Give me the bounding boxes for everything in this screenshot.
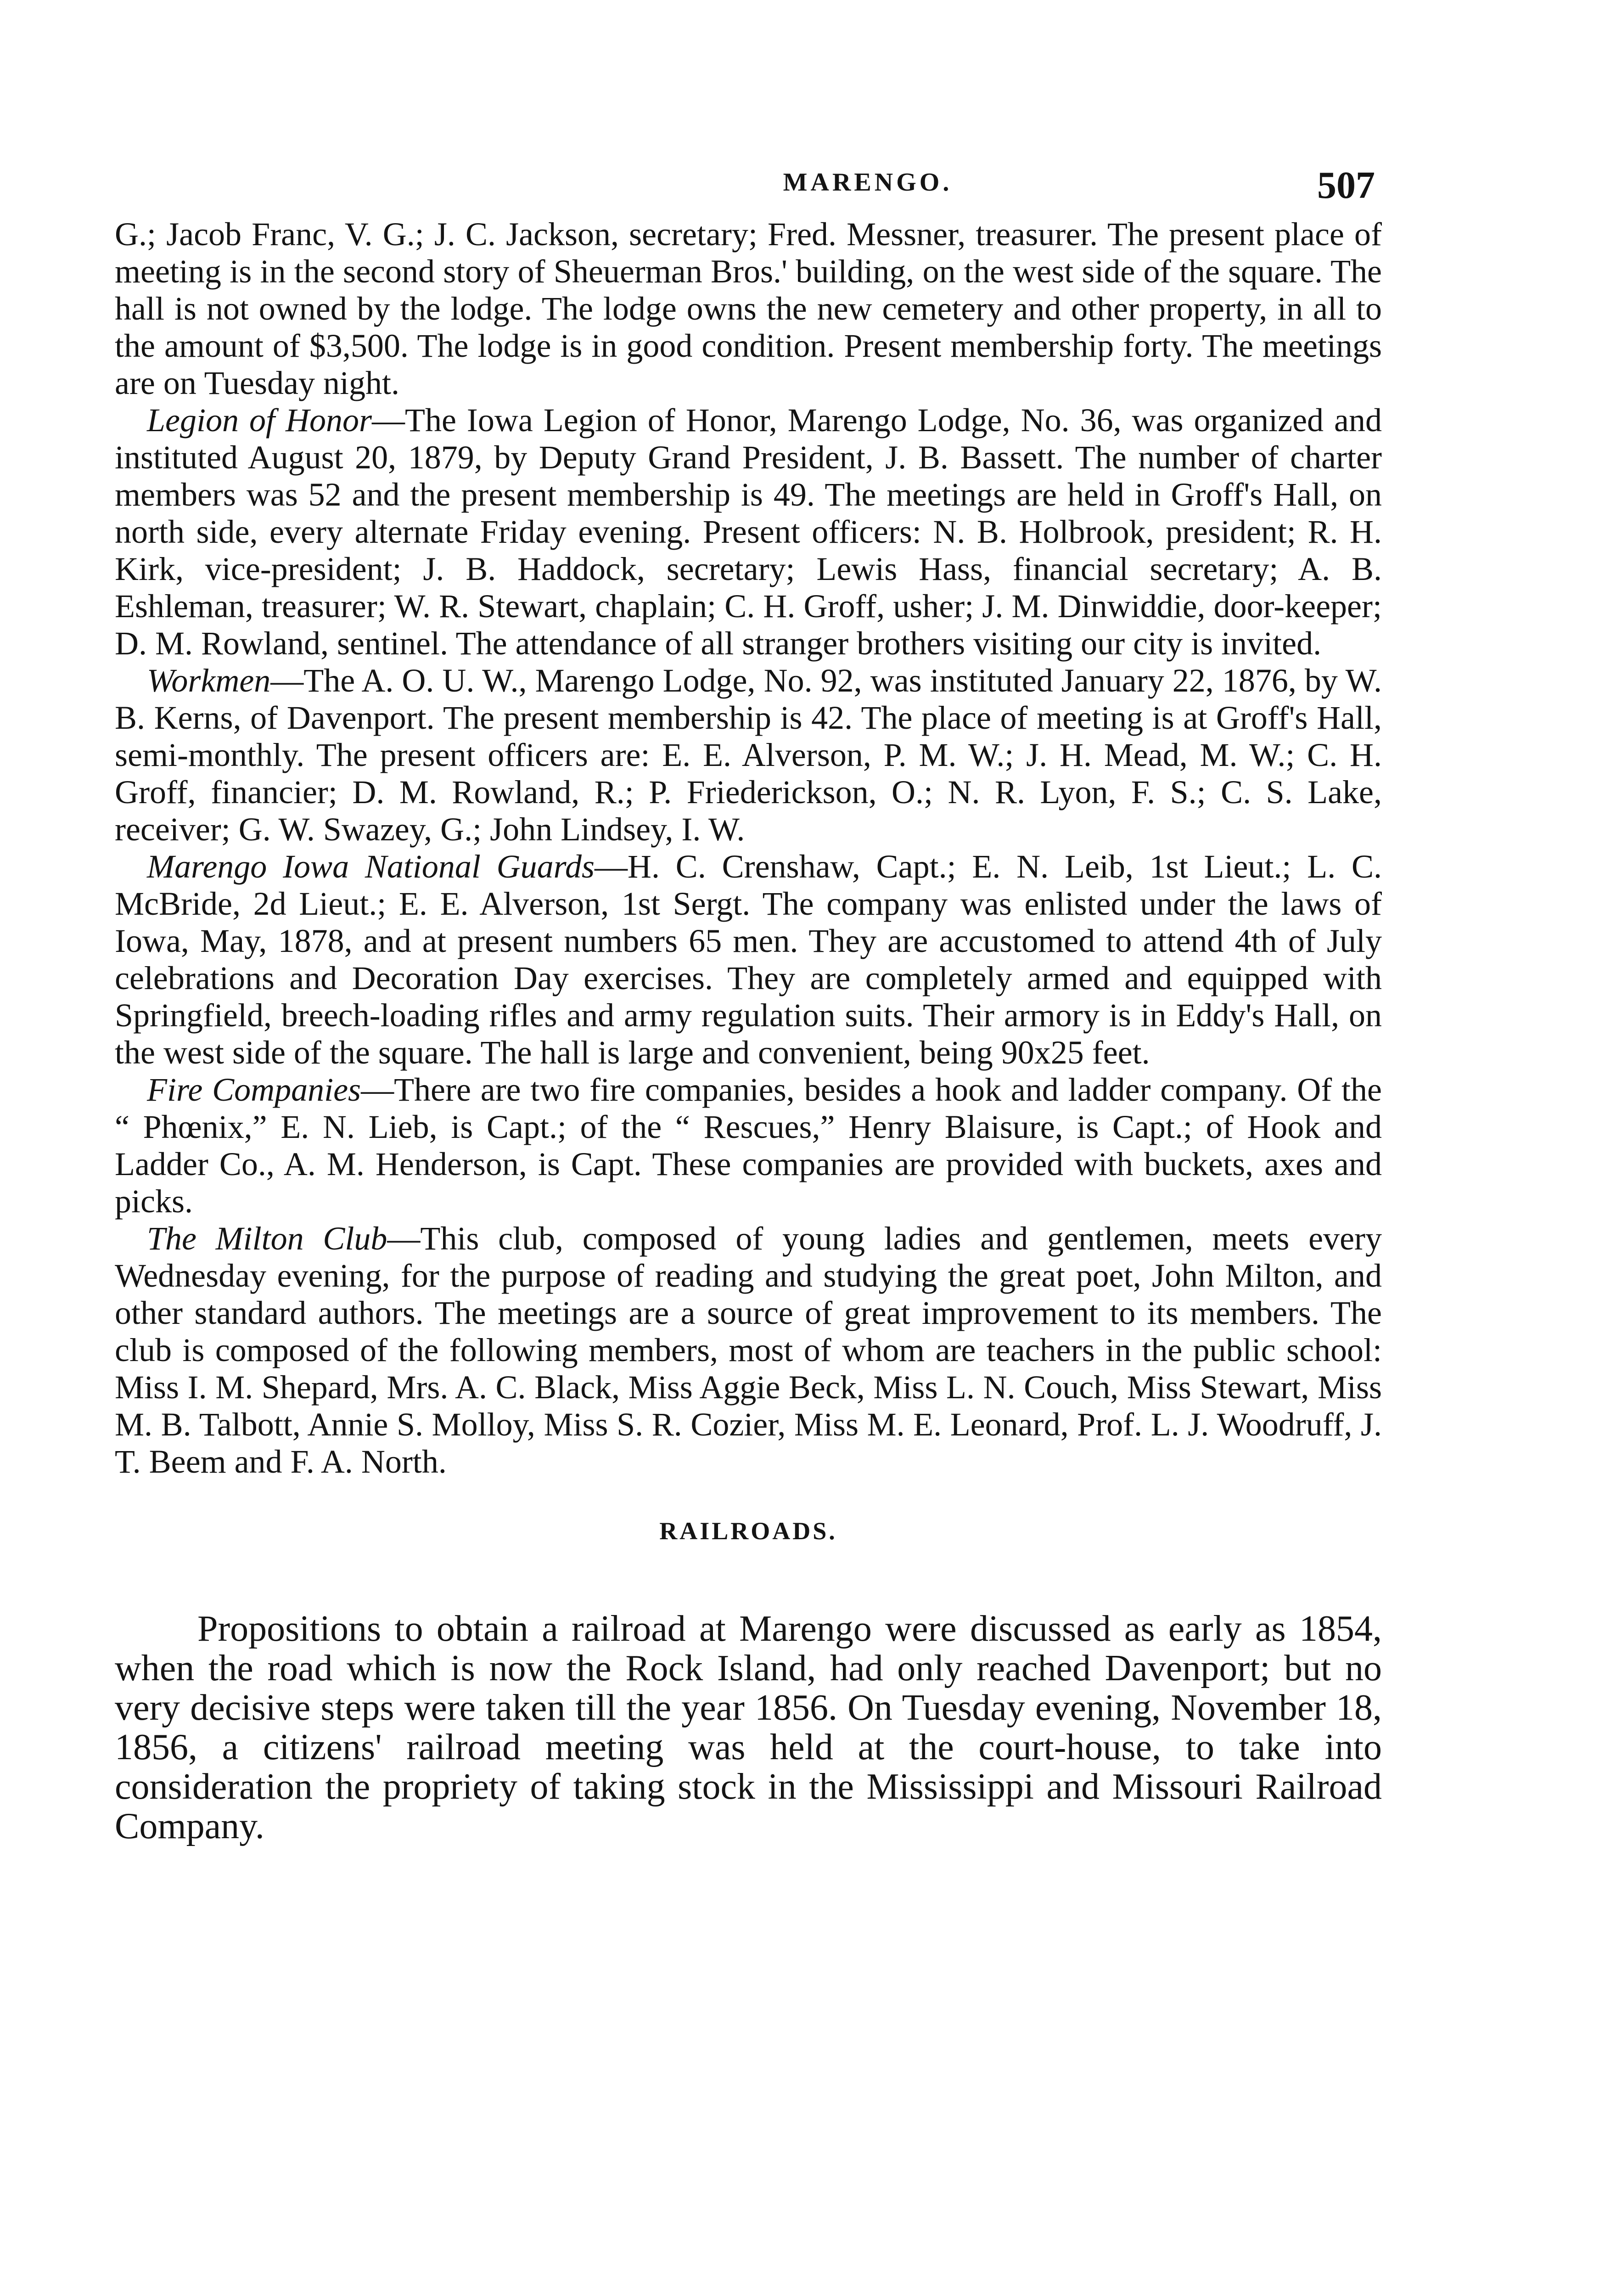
- paragraph-text: —The Iowa Legion of Honor, Marengo Lodge, No. 36, was organized and instituted August 20, 1879, by Deputy Grand President, J. B. Bassett. The number of charter members was 52 and the present membership is 49. The meetings are held in Groff's Hall, on north side, every alternate Friday evening. Present officers: N. B. Holbrook, president; R. H. Kirk, vice-president; J. B. Haddock, secretary; Lewis Hass, financial secretary; A. B. Eshleman, treasurer; W. R. Stewart, chaplain; C. H. Groff, usher; J. M. Dinwiddie, door-keeper; D. M. Rowland, sentinel. The attendance of all stranger brothers visiting our city is invited.: [115, 402, 1382, 662]
- paragraph-lead: Workmen: [147, 662, 271, 699]
- paragraph-lead: Legion of Honor: [147, 402, 372, 439]
- page-body: [115, 216, 1382, 1846]
- paragraph-lead: The Milton Club: [147, 1220, 387, 1257]
- paragraph-text: —There are two fire companies, besides a hook and ladder company. Of the “ Phœnix,” E. N. Lieb, is Capt.; of the “ Rescues,” Henry Blaisure, is Capt.; of Hook and Ladder Co., A. M. Henderson, is Capt. These companies are provided with buckets, axes and picks.: [115, 1071, 1382, 1220]
- paragraph-lead: Marengo Iowa National Guards: [147, 848, 595, 885]
- paragraph-legion-of-honor: [115, 402, 1382, 662]
- paragraph-fire-companies: [115, 1071, 1382, 1220]
- paragraph-odd-fellows-continued: [115, 216, 1382, 402]
- page-number: 507: [1317, 164, 1375, 207]
- paragraph-railroads: Propositions to obtain a railroad at Marengo were discussed as early as 1854, when the road which is now the Rock Island, had only reached Davenport; but no very decisive steps were taken till the year 1856. On Tuesday evening, November 18, 1856, a citizens' railroad meeting was held at the court-house, to take into consideration the propriety of taking stock in the Mississippi and Missouri Railroad Company.: [115, 1609, 1382, 1846]
- paragraph-text: —The A. O. U. W., Marengo Lodge, No. 92, was instituted January 22, 1876, by W. B. Kerns, of Davenport. The present membership is 42. The place of meeting is at Groff's Hall, semi-monthly. The present officers are: E. E. Alverson, P. M. W.; J. H. Mead, M. W.; C. H. Groff, financier; D. M. Rowland, R.; P. Friederickson, O.; N. R. Lyon, F. S.; C. S. Lake, receiver; G. W. Swazey, G.; John Lindsey, I. W.: [115, 662, 1382, 848]
- paragraph-lead: Fire Companies: [147, 1071, 361, 1108]
- paragraph-milton-club: [115, 1220, 1382, 1480]
- paragraph-text: —H. C. Crenshaw, Capt.; E. N. Leib, 1st Lieut.; L. C. McBride, 2d Lieut.; E. E. Alverson, 1st Sergt. The company was enlisted under the laws of Iowa, May, 1878, and at present numbers 65 men. They are accustomed to attend 4th of July celebrations and Decoration Day exercises. They are completely armed and equipped with Springfield, breech-loading rifles and army regulation suits. Their armory is in Eddy's Hall, on the west side of the square. The hall is large and convenient, being 90x25 feet.: [115, 848, 1382, 1071]
- paragraph-text: G.; Jacob Franc, V. G.; J. C. Jackson, secretary; Fred. Messner, treasurer. The present place of meeting is in the second story of Sheuerman Bros.' building, on the west side of the square. The hall is not owned by the lodge. The lodge owns the new cemetery and other property, in all to the amount of $3,500. The lodge is in good condition. Present membership forty. The meetings are on Tuesday night.: [115, 216, 1382, 401]
- paragraph-text: —This club, composed of young ladies and gentlemen, meets every Wednesday evening, for the purpose of reading and studying the great poet, John Milton, and other standard authors. The meetings are a source of great improvement to its members. The club is composed of the following members, most of whom are teachers in the public school: Miss I. M. Shepard, Mrs. A. C. Black, Miss Aggie Beck, Miss L. N. Couch, Miss Stewart, Miss M. B. Talbott, Annie S. Molloy, Miss S. R. Cozier, Miss M. E. Leonard, Prof. L. J. Woodruff, J. T. Beem and F. A. North.: [115, 1220, 1382, 1480]
- running-title: MARENGO.: [783, 168, 953, 197]
- page-header: [0, 163, 1616, 218]
- paragraph-national-guards: [115, 848, 1382, 1071]
- section-heading-railroads: RAILROADS.: [659, 1517, 837, 1545]
- paragraph-workmen: [115, 662, 1382, 848]
